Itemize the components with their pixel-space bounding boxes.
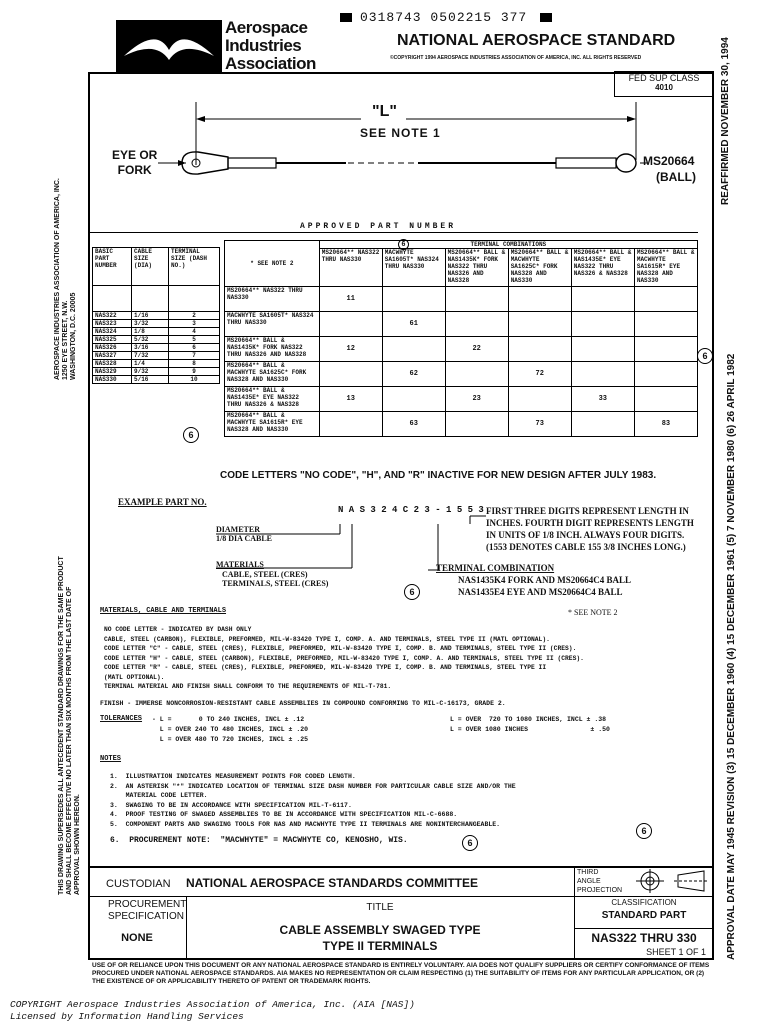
material-line: TERMINAL MATERIAL AND FINISH SHALL CONFORM TO THE REQUIREMENTS OF MIL-T-781. [104, 683, 392, 690]
tolerances-right [450, 715, 610, 735]
see-note-1: SEE NOTE 1 [360, 126, 441, 140]
materials-heading: MATERIALS, CABLE AND TERMINALS [100, 607, 227, 615]
combo-code-cell: 11 [319, 287, 382, 312]
comb-header-cell: MS20664** BALL & MACWHYTE SA1615R* EYE NAS328 AND NAS330 [634, 249, 697, 287]
cable-size-cell: 1/8 [132, 328, 169, 336]
basic-part-cell: NAS324 [93, 328, 132, 336]
combo-code-cell [508, 337, 571, 362]
custodian-value: NATIONAL AEROSPACE STANDARDS COMMITTEE [186, 876, 479, 890]
combo-code-cell: 62 [382, 362, 445, 387]
combo-code-cell: 73 [508, 412, 571, 437]
combo-desc-cell: MS20664** BALL & NAS1435K* FORK NAS322 THRU NAS326 AND NAS328 [225, 337, 320, 362]
combo-code-cell [319, 312, 382, 337]
wing-logo-icon [116, 20, 222, 72]
materials-label: MATERIALS [216, 560, 264, 569]
part-number-range: NAS322 THRU 330 [591, 931, 697, 945]
spacer-row [93, 286, 220, 312]
projection-symbol-icon [634, 868, 710, 894]
title-label: TITLE [366, 902, 394, 913]
combo-row [225, 287, 698, 312]
ball-label: (BALL) [656, 170, 696, 184]
basic-part-cell: NAS329 [93, 368, 132, 376]
note6-rev-mark [462, 833, 478, 851]
tolerance-line: L = OVER 240 TO 480 INCHES, INCL ± .20 [152, 726, 309, 733]
basic-part-cell: NAS323 [93, 320, 132, 328]
basic-part-row [93, 352, 220, 360]
supersede-note-3: APPROVAL SHOWN HEREON. [74, 794, 81, 895]
see-note-2-header: * SEE NOTE 2 [225, 241, 320, 287]
org-name-2: Industries [225, 36, 302, 55]
tolerance-line: L = OVER 1080 INCHES ± .50 [450, 726, 610, 733]
combo-row [225, 412, 698, 437]
material-line: (MATL OPTIONAL). [104, 673, 165, 681]
terminal-size-cell: 8 [169, 360, 220, 368]
aia-address-2: 1250 EYE STREET, N.W. [62, 300, 69, 380]
note-line: 3. SWAGING TO BE IN ACCORDANCE WITH SPECIFICATION MIL-T-6117. [110, 801, 352, 809]
revision-mark: 6 [183, 427, 199, 443]
combo-code-cell [508, 387, 571, 412]
example-part-number: N A S 3 2 4 C 2 3 - 1 5 5 3 [338, 505, 484, 515]
note-line: 5. COMPONENT PARTS AND SWAGING TOOLS FOR NAS AND MACWHYTE TYPE II TERMINALS ARE NONINTERCHANGEABLE. [110, 820, 501, 828]
combo-code-cell: 72 [508, 362, 571, 387]
cable-size-cell: 5/32 [132, 336, 169, 344]
cable-size-cell: 3/16 [132, 344, 169, 352]
supersede-note-2: AND SHALL BECOME EFFECTIVE NO LATER THAN SIX MONTHS FROM THE LAST DATE OF [66, 586, 73, 895]
note5-rev-mark [636, 821, 652, 839]
combo-code-cell: 63 [382, 412, 445, 437]
combo-code-cell: 61 [382, 312, 445, 337]
comb-title-row [225, 241, 698, 249]
basic-part-cell: NAS328 [93, 360, 132, 368]
combo-code-cell [571, 412, 634, 437]
material-line: CODE LETTER "H" - CABLE, STEEL (CARBON), FLEXIBLE, PREFORMED, MIL-W-83420 TYPE I, COMP. A. AND TERMINALS, STEEL TYPE II (CRES). [104, 654, 584, 662]
cable-size-cell: 1/4 [132, 360, 169, 368]
combo-desc-cell: MS20664** NAS322 THRU NAS330 [225, 287, 320, 312]
org-name-3: Association [225, 54, 316, 73]
comb-header-cell: MACWHYTE SA1605T* NAS324 THRU NAS330 [382, 249, 445, 287]
material-line: CODE LETTER "R" - CABLE, STEEL (CRES), FLEXIBLE, PREFORMED, MIL-W-83420 TYPE I, COMP. B. AND TERMINALS, STEEL TYPE II [104, 664, 547, 671]
combo-code-cell: 13 [319, 387, 382, 412]
copyright-footer-2: Licensed by Information Handling Services [10, 1011, 244, 1022]
material-line: NO CODE LETTER - INDICATED BY DASH ONLY [104, 626, 252, 633]
tolerance-line: L = OVER 480 TO 720 INCHES, INCL ± .25 [152, 736, 309, 743]
combo-code-cell: 22 [445, 337, 508, 362]
basic-part-row [93, 344, 220, 352]
title-value-2: TYPE II TERMINALS [322, 939, 438, 953]
combo-code-cell [571, 287, 634, 312]
aia-address-1: AEROSPACE INDUSTRIES ASSOCIATION OF AMERICA, INC. [54, 178, 61, 380]
aia-logo [116, 20, 222, 72]
materials-terminals: TERMINALS, STEEL (CRES) [222, 579, 329, 588]
basic-part-row [93, 320, 220, 328]
notes-list [110, 772, 516, 829]
leader-lines [200, 510, 500, 610]
terminal-size-cell: 9 [169, 368, 220, 376]
comb-header-cell: MS20664** NAS322 THRU NAS330 [319, 249, 382, 287]
header-terminal-size: TERMINAL SIZE (DASH NO.) [169, 248, 220, 286]
fed-sup-class-box [614, 71, 714, 97]
combo-desc-cell: MS20664** BALL & MACWHYTE SA1625C* FORK NAS328 AND NAS330 [225, 362, 320, 387]
comb-header-cell: MS20664** BALL & MACWHYTE SA1625C* FORK NAS328 AND NAS330 [508, 249, 571, 287]
basic-part-row [93, 336, 220, 344]
combo-desc-cell: MS20664** BALL & NAS1435E* EYE NAS322 THRU NAS326 & NAS328 [225, 387, 320, 412]
combo-code-cell: 33 [571, 387, 634, 412]
revision-mark: 6 [697, 348, 713, 364]
basic-rows [93, 312, 220, 384]
aia-address-3: WASHINGTON, D.C. 20005 [70, 292, 77, 380]
terminal-comb-header: TERMINAL COMBINATIONS [319, 241, 697, 249]
revision-history: APPROVAL DATE MAY 1945 REVISION (3) 15 DECEMBER 1960 (4) 15 DECEMBER 1961 (5) 7 NOVEMBER 1980 (6) 26 APRIL 1982 [726, 353, 737, 960]
table-top-rule [88, 232, 698, 233]
basic-part-row [93, 368, 220, 376]
cable-size-cell: 3/32 [132, 320, 169, 328]
see-note-2-ref: * SEE NOTE 2 [568, 608, 618, 617]
tolerance-line: L = OVER 720 TO 1080 INCHES, INCL ± .38 [450, 716, 607, 723]
ball-part-number: MS20664 [643, 154, 695, 168]
combo-row [225, 362, 698, 387]
combo-code-cell [382, 387, 445, 412]
length-label: "L" [372, 103, 397, 120]
comb-header-cell: MS20664** BALL & NAS1435K* FORK NAS322 THRU NAS326 AND NAS328 [445, 249, 508, 287]
cable-size-cell: 9/32 [132, 368, 169, 376]
title-value-1: CABLE ASSEMBLY SWAGED TYPE [279, 923, 481, 937]
procurement-label: PROCUREMENT SPECIFICATION [108, 899, 187, 922]
terminal-comb-1: NAS1435K4 FORK AND MS20664C4 BALL [458, 575, 632, 585]
disclaimer: USE OF OR RELIANCE UPON THIS DOCUMENT OR ANY NATIONAL AEROSPACE STANDARD IS ENTIRELY VOLUNTARY. AIA DOES NOT QUALIFY SUPPLIERS OR CERTIFY CONFORMANCE OF ITEMS PROCURED UNDER NATIONAL AEROSPACE STANDARDS. AIA MAKES NO REPRESENTATION OR CLAIM RESPECTING (1) THE SUITABILITY OF ITEMS FOR ANY PARTICULAR APPLICATION, OR (2) THE EXISTENCE OF OR APPLICABILITY THERETO OF PATENT OR TRADEMARK RIGHTS. [92, 962, 710, 985]
barcode-right-block [540, 13, 552, 22]
table-rev-mark-bottom [183, 425, 199, 443]
combo-code-cell [571, 312, 634, 337]
terminal-size-cell: 7 [169, 352, 220, 360]
basic-part-cell: NAS330 [93, 376, 132, 384]
combo-code-cell [508, 312, 571, 337]
terminal-comb-2: NAS1435E4 EYE AND MS20664C4 BALL [458, 587, 623, 597]
finish-note: FINISH - IMMERSE NONCORROSION-RESISTANT CABLE ASSEMBLIES IN COMPOUND CONFORMING TO MIL-C-16173, GRADE 2. [100, 700, 506, 707]
combo-code-cell [445, 362, 508, 387]
combo-code-cell [571, 337, 634, 362]
combo-code-cell [445, 312, 508, 337]
terminal-size-cell: 2 [169, 312, 220, 320]
combo-desc-cell: MACWHYTE SA1605T* NAS324 THRU NAS330 [225, 312, 320, 337]
combo-code-cell [319, 412, 382, 437]
basic-part-row [93, 360, 220, 368]
note-line: MATERIAL CODE LETTER. [110, 792, 208, 799]
table-caption: APPROVED PART NUMBER [300, 222, 457, 231]
basic-part-cell: NAS325 [93, 336, 132, 344]
combo-code-cell [634, 312, 697, 337]
material-line: CODE LETTER "C" - CABLE, STEEL (CRES), FLEXIBLE, PREFORMED, MIL-W-83420 TYPE I, COMP. B. AND TERMINALS, STEEL TYPE II (CRES). [104, 645, 577, 652]
combo-code-cell [319, 362, 382, 387]
cable-size-cell: 5/16 [132, 376, 169, 384]
reaffirmed-date: REAFFIRMED NOVEMBER 30, 1994 [720, 37, 731, 205]
classification-label: CLASSIFICATION [611, 898, 677, 907]
notes-label: NOTES [100, 755, 122, 763]
revision-mark: 6 [404, 584, 420, 600]
revision-mark: 6 [636, 823, 652, 839]
header-cable-size: CABLE SIZE (DIA) [132, 248, 169, 286]
fed-sup-value: 4010 [655, 83, 673, 92]
basic-part-table [92, 247, 220, 384]
comb-header-cell: MS20664** BALL & NAS1435E* EYE NAS322 THRU NAS326 & NAS328 [571, 249, 634, 287]
barcode-text: 0318743 0502215 377 [360, 10, 528, 25]
terminal-size-cell: 3 [169, 320, 220, 328]
combo-desc-cell: MS20664** BALL & MACWHYTE SA1615R* EYE NAS328 AND NAS330 [225, 412, 320, 437]
combo-row [225, 337, 698, 362]
custodian-label: CUSTODIAN [106, 878, 171, 890]
revision-mark: 6 [462, 835, 478, 851]
note-line: 1. ILLUSTRATION INDICATES MEASUREMENT POINTS FOR CODED LENGTH. [110, 773, 356, 780]
cable-size-cell: 7/32 [132, 352, 169, 360]
combo-code-cell: 23 [445, 387, 508, 412]
terminal-size-cell: 6 [169, 344, 220, 352]
basic-part-row [93, 312, 220, 320]
basic-part-row [93, 376, 220, 384]
inactive-note: CODE LETTERS "NO CODE", "H", AND "R" INACTIVE FOR NEW DESIGN AFTER JULY 1983. [220, 470, 657, 481]
note-6: 6. PROCUREMENT NOTE: "MACWHYTE" = MACWHYTE CO, KENOSHO, WIS. [110, 836, 408, 845]
classification-value: STANDARD PART [601, 910, 687, 921]
materials-cable: CABLE, STEEL (CRES) [222, 570, 308, 579]
terminal-combination-table [224, 240, 698, 437]
cable-size-cell: 1/16 [132, 312, 169, 320]
basic-part-cell: NAS326 [93, 344, 132, 352]
combo-code-cell [571, 362, 634, 387]
terminal-size-cell: 4 [169, 328, 220, 336]
tolerance-line: - L = 0 TO 240 INCHES, INCL ± .12 [152, 716, 305, 723]
combo-code-cell [634, 287, 697, 312]
terminal-size-cell: 10 [169, 376, 220, 384]
revision-mark: 6 [398, 239, 409, 250]
combo-code-cell [382, 337, 445, 362]
material-line: CABLE, STEEL (CARBON), FLEXIBLE, PREFORMED, MIL-W-83420 TYPE I, COMP. A. AND TERMINALS, STEEL TYPE II (MATL OPTIONAL). [104, 635, 550, 643]
fed-sup-label: FED SUP CLASS [628, 73, 700, 83]
tolerances-label: TOLERANCES [100, 715, 143, 723]
combo-code-cell: 83 [634, 412, 697, 437]
supersede-note-1: THIS DRAWING SUPERSEDES ALL ANTECEDENT STANDARD DRAWINGS FOR THE SAME PRODUCT [58, 556, 65, 895]
header-basic-part: BASIC PART NUMBER [93, 248, 132, 286]
combo-code-cell [445, 287, 508, 312]
combo-code-cell: 12 [319, 337, 382, 362]
tolerances-left [152, 715, 308, 745]
org-name-1: Aerospace [225, 18, 308, 37]
standard-title: NATIONAL AEROSPACE STANDARD [397, 32, 676, 49]
diameter-value: 1/8 DIA CABLE [216, 534, 273, 543]
combo-row [225, 312, 698, 337]
copyright-footer-1: COPYRIGHT Aerospace Industries Association of America, Inc. (AIA [NAS]) [10, 999, 415, 1010]
note-line: 4. PROOF TESTING OF SWAGED ASSEMBLIES TO BE IN ACCORDANCE WITH SPECIFICATION MIL-C-6688. [110, 811, 458, 818]
example-part-label: EXAMPLE PART NO. [118, 497, 207, 507]
table-rev-mark-right [697, 346, 713, 364]
first-three-digits-note: FIRST THREE DIGITS REPRESENT LENGTH IN INCHES. FOURTH DIGIT REPRESENTS LENGTH IN UNITS OF 1/8 INCH. ALWAYS FOUR DIGITS. (1553 DENOTES CABLE 155 3/8 INCHES LONG.) [486, 506, 694, 552]
combo-code-cell [634, 387, 697, 412]
combo-code-cell [634, 337, 697, 362]
basic-part-row [93, 328, 220, 336]
combo-code-cell [382, 287, 445, 312]
combo-rows [225, 287, 698, 437]
diameter-label: DIAMETER [216, 525, 261, 534]
basic-header-row [93, 248, 220, 286]
title-block-rule-r [574, 928, 714, 929]
combo-code-cell [634, 362, 697, 387]
materials-lines [104, 625, 704, 692]
terminal-size-cell: 5 [169, 336, 220, 344]
procurement-value: NONE [121, 932, 153, 944]
eye-or-fork-label: EYE OR FORK [112, 148, 158, 177]
copyright-line: ©COPYRIGHT 1994 AEROSPACE INDUSTRIES ASSOCIATION OF AMERICA, INC. ALL RIGHTS RESERVED [390, 55, 642, 61]
terminal-comb-label: TERMINAL COMBINATION [436, 563, 555, 573]
combo-code-cell [445, 412, 508, 437]
third-angle-projection: THIRD ANGLE PROJECTION [577, 869, 623, 894]
title-block-rule-mid [88, 896, 714, 897]
basic-part-cell: NAS327 [93, 352, 132, 360]
combo-code-cell [508, 287, 571, 312]
cable-drawing [88, 95, 714, 225]
note-line: 2. AN ASTERISK "*" INDICATED LOCATION OF TERMINAL SIZE DASH NUMBER FOR PARTICULAR CABLE SIZE AND/OR THE [110, 782, 516, 790]
basic-part-cell: NAS322 [93, 312, 132, 320]
combo-row [225, 387, 698, 412]
sheet-number: SHEET 1 OF 1 [646, 947, 706, 957]
barcode-left-block [340, 13, 352, 22]
